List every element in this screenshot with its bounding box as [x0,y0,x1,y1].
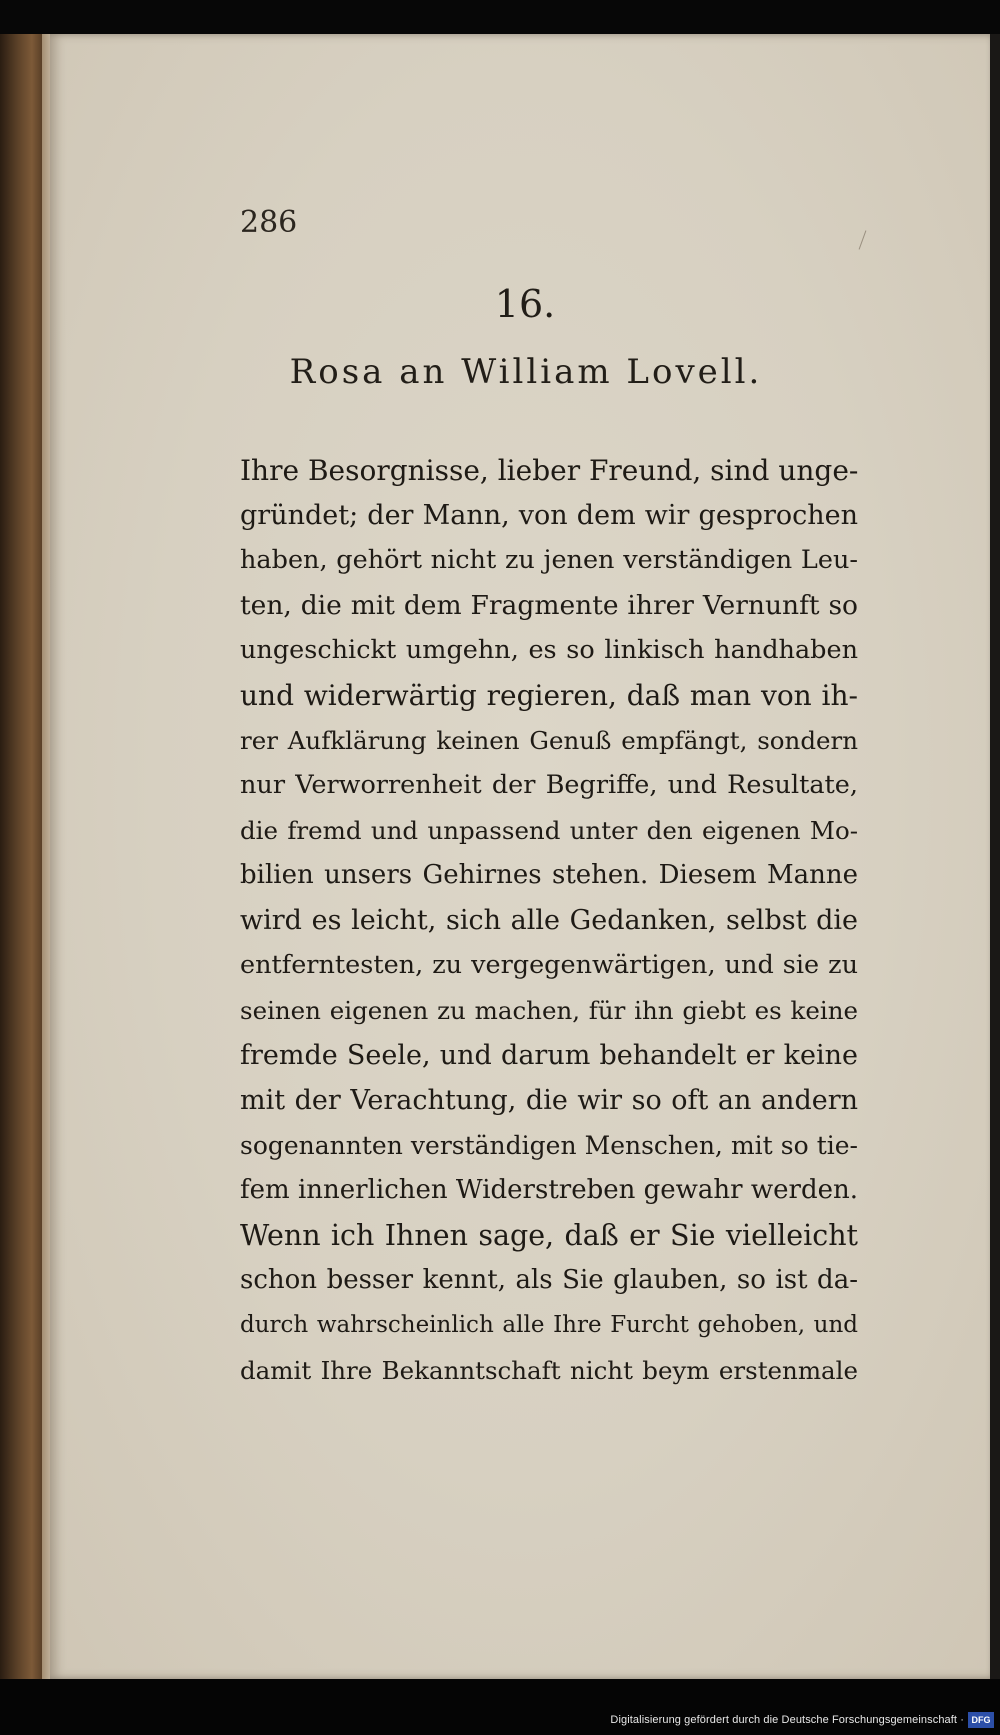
text-line: die fremd und unpassend unter den eigenen Mo- [240,816,858,845]
text-line: sogenannten verständigen Menschen, mit so tie- [240,1131,858,1160]
text-line: rer Aufklärung keinen Genuß empfängt, sondern [240,726,858,755]
text-line: fem innerlichen Widerstreben gewahr werden. [240,1175,858,1205]
dfg-logo: DFG [968,1712,994,1728]
text-line: ungeschickt umgehn, es so linkisch handhaben [240,635,858,665]
text-line: entferntesten, zu vergegenwärtigen, und sie zu [240,950,858,980]
text-line: seinen eigenen zu machen, für ihn giebt es keine [240,996,858,1025]
page-edge [990,34,1000,1679]
bottom-scan-border [0,1679,1000,1735]
text-line: haben, gehört nicht zu jenen verständigen Leu- [240,545,858,575]
text-line: nur Verworrenheit der Begriffe, und Resultate, [240,770,858,800]
text-line: gründet; der Mann, von dem wir gesprochen [240,500,858,531]
text-line: schon besser kennt, als Sie glauben, so ist da- [240,1265,858,1295]
text-line: fremde Seele, und darum behandelt er keine [240,1040,858,1071]
digitization-credit: Digitalisierung gefördert durch die Deutsche Forschungsgemeinschaft · [610,1714,964,1726]
text-line: durch wahrscheinlich alle Ihre Furcht gehoben, und [240,1312,858,1338]
letter-number: 16. [494,282,556,326]
text-line: ten, die mit dem Fragmente ihrer Vernunft so [240,590,858,621]
text-line: wird es leicht, sich alle Gedanken, selbst die [240,905,858,936]
text-line: bilien unsers Gehirnes stehen. Diesem Manne [240,860,858,890]
page-number: 286 [240,205,298,240]
text-line: und widerwärtig regieren, daß man von ih- [240,679,858,712]
text-line: damit Ihre Bekanntschaft nicht beym erstenmale [240,1356,858,1385]
text-line: Wenn ich Ihnen sage, daß er Sie vielleicht [240,1219,858,1252]
letter-heading: Rosa an William Lovell. [289,352,763,392]
page-gutter [42,34,50,1679]
letter-body [240,448,858,1393]
text-line: mit der Verachtung, die wir so oft an andern [240,1085,858,1116]
text-line: Ihre Besorgnisse, lieber Freund, sind unge- [240,454,858,487]
top-scan-border [0,0,1000,34]
